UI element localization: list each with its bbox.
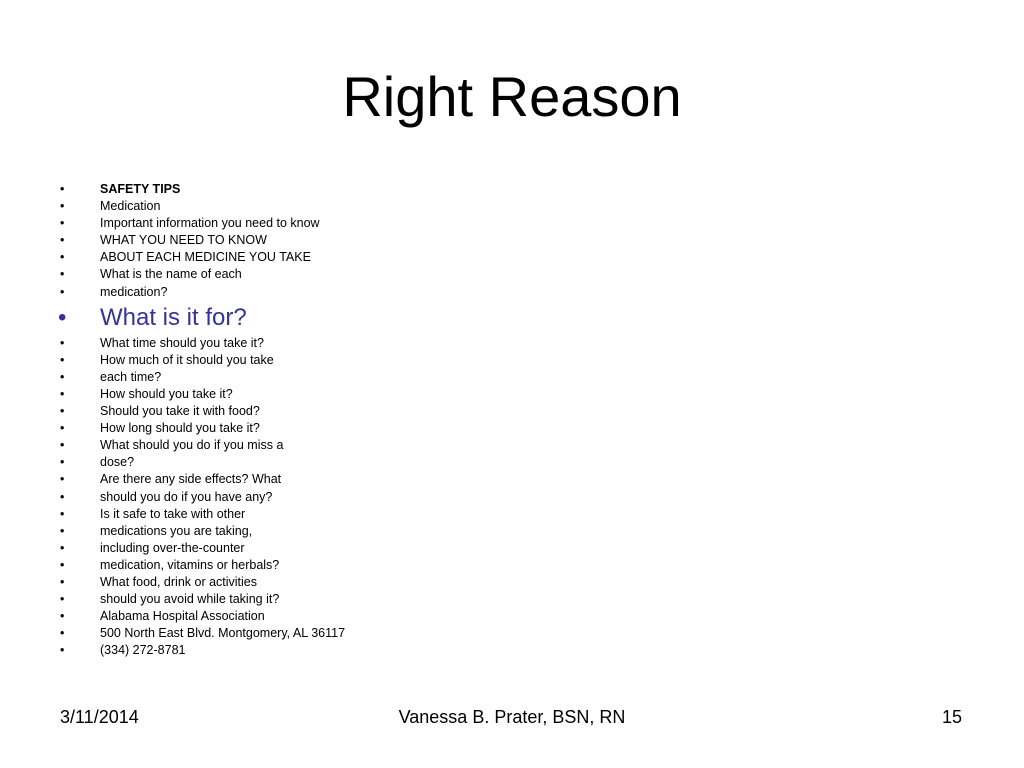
bullet-text: How long should you take it? — [100, 421, 260, 436]
bullet-item — [58, 386, 345, 403]
bullet-marker: • — [60, 540, 65, 555]
bullet-item — [58, 284, 345, 301]
bullet-item — [58, 454, 345, 471]
bullet-marker: • — [60, 557, 65, 572]
bullet-text: What is it for? — [100, 303, 247, 331]
bullet-text: Is it safe to take with other — [100, 506, 246, 521]
bullet-item — [58, 335, 345, 352]
footer-page-number: 15 — [941, 707, 962, 727]
bullet-marker: • — [60, 267, 65, 282]
bullet-text: should you avoid while taking it? — [100, 592, 280, 607]
bullet-marker: • — [60, 574, 65, 589]
bullet-marker: • — [60, 284, 65, 299]
bullet-text: Important information you need to know — [100, 216, 320, 231]
bullet-marker: • — [60, 523, 65, 538]
bullet-item — [58, 471, 345, 488]
slide-title: Right Reason — [342, 65, 682, 128]
bullet-item — [58, 232, 345, 249]
bullet-marker: • — [60, 438, 65, 453]
bullet-item — [58, 215, 345, 232]
bullet-text: medication, vitamins or herbals? — [100, 557, 280, 572]
bullet-text: should you do if you have any? — [100, 489, 273, 504]
bullet-marker: • — [60, 216, 65, 231]
bullet-marker: • — [60, 489, 65, 504]
footer-date: 3/11/2014 — [60, 707, 139, 727]
bullet-marker: • — [60, 352, 65, 367]
bullet-text: dose? — [100, 455, 135, 470]
bullet-text: What is the name of each — [100, 267, 242, 282]
bullet-marker: • — [60, 182, 65, 196]
bullet-item — [58, 198, 345, 215]
bullet-text: What should you do if you miss a — [100, 438, 284, 453]
bullet-marker: • — [60, 472, 65, 487]
bullet-text: 500 North East Blvd. Montgomery, AL 36117 — [100, 626, 346, 641]
bullet-item — [58, 540, 345, 557]
bullet-item — [58, 369, 345, 386]
bullet-text: How much of it should you take — [100, 352, 274, 367]
bullet-text: SAFETY TIPS — [100, 182, 181, 196]
bullet-text: What time should you take it? — [100, 335, 264, 350]
bullet-item — [58, 625, 345, 642]
bullet-marker: • — [60, 506, 65, 521]
bullet-text: medication? — [100, 284, 168, 299]
footer-author: Vanessa B. Prater, BSN, RN — [398, 707, 626, 727]
bullet-item — [58, 403, 345, 420]
bullet-text: Are there any side effects? What — [100, 472, 282, 487]
bullet-text: Should you take it with food? — [100, 404, 260, 419]
bullet-marker: • — [60, 404, 65, 419]
bullet-marker: • — [60, 250, 65, 265]
bullet-text: (334) 272-8781 — [100, 643, 186, 658]
bullet-marker: • — [60, 335, 65, 350]
bullet-text: WHAT YOU NEED TO KNOW — [100, 233, 267, 248]
bullet-item — [58, 557, 345, 574]
bullet-marker: • — [58, 303, 67, 331]
bullet-text: ABOUT EACH MEDICINE YOU TAKE — [100, 250, 311, 265]
bullet-marker: • — [60, 233, 65, 248]
bullet-marker: • — [60, 626, 65, 641]
bullet-text: including over-the-counter — [100, 540, 245, 555]
bullet-text: Medication — [100, 199, 161, 214]
bullet-marker: • — [60, 369, 65, 384]
bullet-item — [58, 608, 345, 625]
bullet-item — [58, 420, 345, 437]
bullet-text: How should you take it? — [100, 386, 233, 401]
bullet-text: medications you are taking, — [100, 523, 253, 538]
bullet-item — [58, 506, 345, 523]
bullet-text: Alabama Hospital Association — [100, 609, 265, 624]
bullet-marker: • — [60, 643, 65, 658]
bullet-item — [58, 642, 345, 659]
bullet-text: each time? — [100, 369, 162, 384]
bullet-marker: • — [60, 386, 65, 401]
bullet-marker: • — [60, 455, 65, 470]
bullet-marker: • — [60, 609, 65, 624]
bullet-list — [58, 181, 345, 659]
bullet-marker: • — [60, 592, 65, 607]
bullet-marker: • — [60, 421, 65, 436]
bullet-text: What food, drink or activities — [100, 574, 258, 589]
bullet-item — [58, 591, 345, 608]
bullet-item — [58, 437, 345, 454]
bullet-item — [58, 352, 345, 369]
bullet-item — [58, 574, 345, 591]
bullet-item — [58, 249, 345, 266]
bullet-item — [58, 523, 345, 540]
bullet-item — [58, 301, 345, 335]
bullet-item — [58, 181, 345, 198]
bullet-marker: • — [60, 199, 65, 214]
bullet-item — [58, 266, 345, 283]
bullet-item — [58, 489, 345, 506]
